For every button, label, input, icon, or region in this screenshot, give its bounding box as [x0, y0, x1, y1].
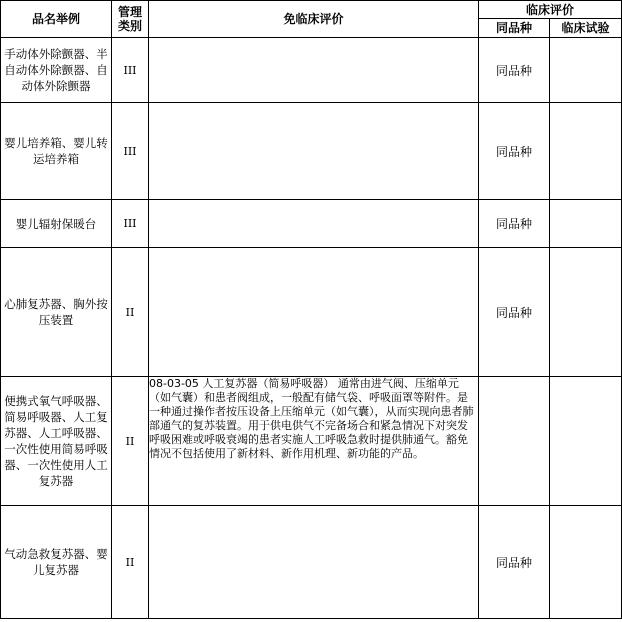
same-variety-cell: 同品种	[479, 103, 550, 200]
clinical-trial-cell	[550, 200, 622, 248]
management-class: III	[112, 103, 149, 200]
table-row	[1, 38, 622, 103]
same-variety-cell: 同品种	[479, 248, 550, 377]
management-class: II	[112, 506, 149, 619]
clinical-trial-cell	[550, 103, 622, 200]
product-name: 婴儿辐射保暖台	[1, 200, 112, 248]
exempt-evaluation	[149, 248, 479, 377]
management-class: II	[112, 248, 149, 377]
clinical-trial-cell	[550, 248, 622, 377]
header-name: 品名举例	[1, 1, 112, 38]
clinical-trial-cell	[550, 377, 622, 506]
clinical-trial-cell	[550, 506, 622, 619]
exempt-evaluation	[149, 200, 479, 248]
management-class: III	[112, 38, 149, 103]
exempt-evaluation	[149, 506, 479, 619]
same-variety-cell: 同品种	[479, 200, 550, 248]
header-class: 管理类别	[112, 1, 149, 38]
product-name: 气动急救复苏器、婴儿复苏器	[1, 506, 112, 619]
header-same-variety: 同品种	[479, 19, 550, 38]
product-name: 便携式氧气呼吸器、简易呼吸器、人工复苏器、人工呼吸器、一次性使用简易呼吸器、一次性使用人工复苏器	[1, 377, 112, 506]
header-clinical: 临床评价	[479, 1, 622, 19]
same-variety-cell	[479, 377, 550, 506]
table-row	[1, 200, 622, 248]
same-variety-cell: 同品种	[479, 38, 550, 103]
table-row	[1, 377, 622, 506]
exempt-evaluation	[149, 38, 479, 103]
header-clinical-trial: 临床试验	[550, 19, 622, 38]
product-name: 婴儿培养箱、婴儿转运培养箱	[1, 103, 112, 200]
exempt-evaluation	[149, 103, 479, 200]
exempt-evaluation: 08-03-05 人工复苏器（简易呼吸器） 通常由进气阀、压缩单元（如气囊）和患者阀组成，一般配有储气袋、呼吸面罩等附件。是一种通过操作者按压设备上压缩单元（如气囊），从而实现向患者肺部通气的复苏装置。用于供电供气不完备场合和紧急情况下对突发呼吸困难或呼吸衰竭的患者实施人工呼吸急救时提供肺通气。豁免情况不包括使用了新材料、新作用机理、新功能的产品。	[149, 377, 479, 506]
table-row	[1, 506, 622, 619]
product-name: 心肺复苏器、胸外按压装置	[1, 248, 112, 377]
header-exempt: 免临床评价	[149, 1, 479, 38]
table-row	[1, 103, 622, 200]
management-class: II	[112, 377, 149, 506]
table-row	[1, 248, 622, 377]
clinical-trial-cell	[550, 38, 622, 103]
same-variety-cell: 同品种	[479, 506, 550, 619]
management-class: III	[112, 200, 149, 248]
product-name: 手动体外除颤器、半自动体外除颤器、自动体外除颤器	[1, 38, 112, 103]
